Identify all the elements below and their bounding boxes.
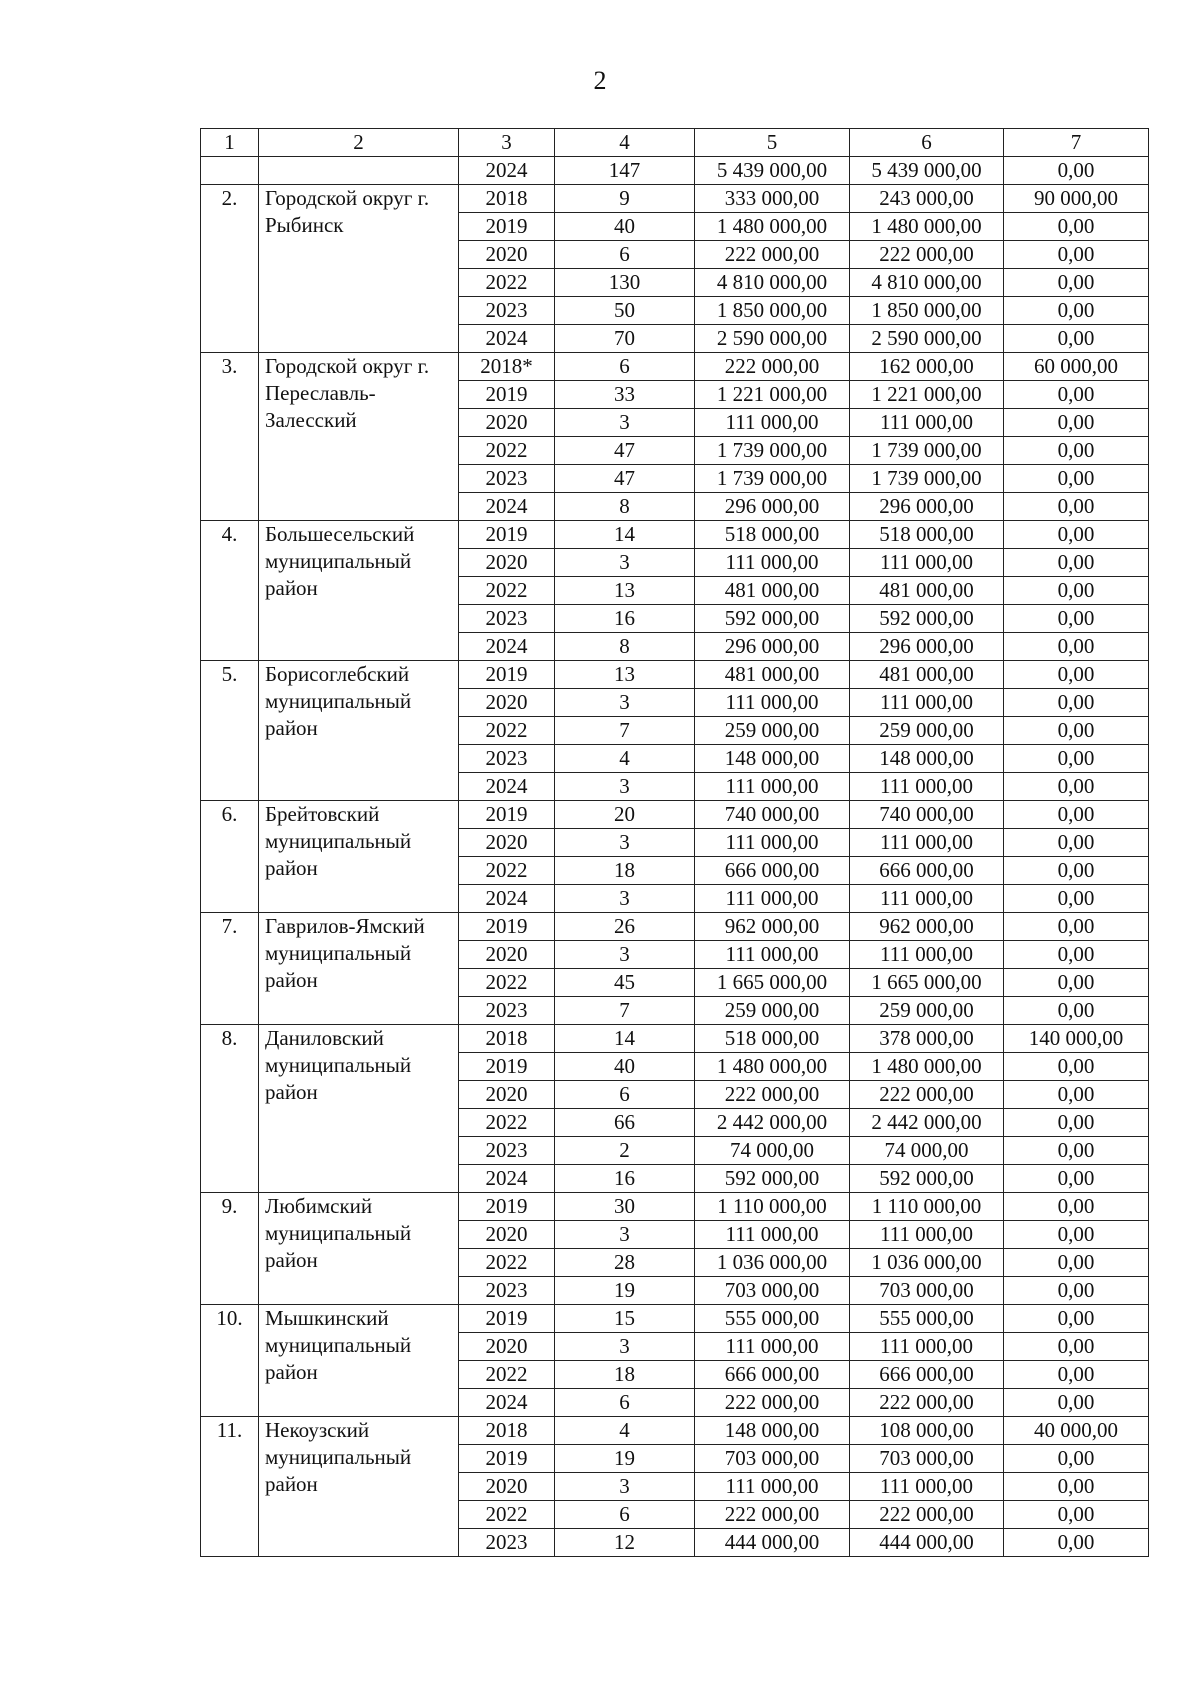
table-row xyxy=(201,801,1149,829)
other-amount-cell: 90 000,00 xyxy=(1004,185,1149,213)
year-cell: 2020 xyxy=(459,409,555,437)
count-cell: 16 xyxy=(555,605,695,633)
count-cell: 2 xyxy=(555,1137,695,1165)
year-cell: 2019 xyxy=(459,381,555,409)
year-cell: 2019 xyxy=(459,661,555,689)
regional-amount-cell: 592 000,00 xyxy=(850,605,1004,633)
year-cell: 2020 xyxy=(459,689,555,717)
year-cell: 2024 xyxy=(459,1389,555,1417)
row-number-cell: 6. xyxy=(201,801,259,913)
count-cell: 130 xyxy=(555,269,695,297)
count-cell: 8 xyxy=(555,493,695,521)
count-cell: 6 xyxy=(555,1389,695,1417)
other-amount-cell: 0,00 xyxy=(1004,1053,1149,1081)
total-amount-cell: 222 000,00 xyxy=(695,353,850,381)
year-cell: 2018 xyxy=(459,1417,555,1445)
count-cell: 66 xyxy=(555,1109,695,1137)
year-cell: 2024 xyxy=(459,325,555,353)
row-number-cell: 11. xyxy=(201,1417,259,1557)
count-cell: 15 xyxy=(555,1305,695,1333)
table-body xyxy=(201,157,1149,1557)
regional-amount-cell: 5 439 000,00 xyxy=(850,157,1004,185)
count-cell: 7 xyxy=(555,997,695,1025)
regional-amount-cell: 1 480 000,00 xyxy=(850,213,1004,241)
total-amount-cell: 592 000,00 xyxy=(695,605,850,633)
count-cell: 6 xyxy=(555,1081,695,1109)
municipality-name-cell xyxy=(259,157,459,185)
count-cell: 3 xyxy=(555,1473,695,1501)
municipality-name-cell: Гаврилов-Ямский муниципальный район xyxy=(259,913,459,1025)
regional-amount-cell: 222 000,00 xyxy=(850,1501,1004,1529)
year-cell: 2019 xyxy=(459,913,555,941)
regional-amount-cell: 259 000,00 xyxy=(850,717,1004,745)
other-amount-cell: 0,00 xyxy=(1004,157,1149,185)
count-cell: 6 xyxy=(555,1501,695,1529)
page-number: 2 xyxy=(593,66,607,95)
regional-amount-cell: 222 000,00 xyxy=(850,241,1004,269)
count-cell: 33 xyxy=(555,381,695,409)
year-cell: 2022 xyxy=(459,437,555,465)
count-cell: 9 xyxy=(555,185,695,213)
year-cell: 2022 xyxy=(459,857,555,885)
other-amount-cell: 0,00 xyxy=(1004,1501,1149,1529)
municipality-name-cell: Городской округ г. Переславль-Залесский xyxy=(259,353,459,521)
row-number-cell: 4. xyxy=(201,521,259,661)
total-amount-cell: 1 850 000,00 xyxy=(695,297,850,325)
total-amount-cell: 5 439 000,00 xyxy=(695,157,850,185)
count-cell: 18 xyxy=(555,857,695,885)
year-cell: 2022 xyxy=(459,1501,555,1529)
regional-amount-cell: 1 110 000,00 xyxy=(850,1193,1004,1221)
other-amount-cell: 0,00 xyxy=(1004,661,1149,689)
year-cell: 2019 xyxy=(459,1053,555,1081)
other-amount-cell: 0,00 xyxy=(1004,1137,1149,1165)
count-cell: 19 xyxy=(555,1277,695,1305)
table-row xyxy=(201,913,1149,941)
other-amount-cell: 0,00 xyxy=(1004,1193,1149,1221)
municipality-name-cell: Мышкинский муниципальный район xyxy=(259,1305,459,1417)
total-amount-cell: 1 221 000,00 xyxy=(695,381,850,409)
row-number-cell: 7. xyxy=(201,913,259,1025)
count-cell: 6 xyxy=(555,241,695,269)
other-amount-cell: 0,00 xyxy=(1004,1333,1149,1361)
municipality-name-cell: Городской округ г. Рыбинск xyxy=(259,185,459,353)
other-amount-cell: 0,00 xyxy=(1004,1081,1149,1109)
other-amount-cell: 0,00 xyxy=(1004,381,1149,409)
total-amount-cell: 259 000,00 xyxy=(695,717,850,745)
municipality-name-cell: Брейтовский муниципальный район xyxy=(259,801,459,913)
other-amount-cell: 0,00 xyxy=(1004,269,1149,297)
regional-amount-cell: 111 000,00 xyxy=(850,549,1004,577)
total-amount-cell: 1 110 000,00 xyxy=(695,1193,850,1221)
total-amount-cell: 148 000,00 xyxy=(695,1417,850,1445)
total-amount-cell: 111 000,00 xyxy=(695,1221,850,1249)
regional-amount-cell: 111 000,00 xyxy=(850,1333,1004,1361)
count-cell: 4 xyxy=(555,1417,695,1445)
count-cell: 26 xyxy=(555,913,695,941)
table-row xyxy=(201,1305,1149,1333)
count-cell: 3 xyxy=(555,409,695,437)
other-amount-cell: 0,00 xyxy=(1004,409,1149,437)
count-cell: 7 xyxy=(555,717,695,745)
year-cell: 2023 xyxy=(459,1137,555,1165)
year-cell: 2023 xyxy=(459,1529,555,1557)
regional-amount-cell: 666 000,00 xyxy=(850,857,1004,885)
count-cell: 147 xyxy=(555,157,695,185)
year-cell: 2023 xyxy=(459,1277,555,1305)
row-number-cell: 10. xyxy=(201,1305,259,1417)
count-cell: 3 xyxy=(555,1221,695,1249)
count-cell: 70 xyxy=(555,325,695,353)
count-cell: 14 xyxy=(555,1025,695,1053)
subsidy-table xyxy=(200,128,1149,1557)
regional-amount-cell: 2 590 000,00 xyxy=(850,325,1004,353)
count-cell: 40 xyxy=(555,213,695,241)
table-row xyxy=(201,353,1149,381)
row-number-cell: 3. xyxy=(201,353,259,521)
count-cell: 47 xyxy=(555,437,695,465)
total-amount-cell: 1 739 000,00 xyxy=(695,437,850,465)
other-amount-cell: 0,00 xyxy=(1004,1389,1149,1417)
regional-amount-cell: 518 000,00 xyxy=(850,521,1004,549)
total-amount-cell: 111 000,00 xyxy=(695,689,850,717)
year-cell: 2023 xyxy=(459,465,555,493)
count-cell: 47 xyxy=(555,465,695,493)
year-cell: 2022 xyxy=(459,577,555,605)
total-amount-cell: 333 000,00 xyxy=(695,185,850,213)
other-amount-cell: 0,00 xyxy=(1004,801,1149,829)
municipality-name-cell: Борисоглебский муниципальный район xyxy=(259,661,459,801)
regional-amount-cell: 259 000,00 xyxy=(850,997,1004,1025)
regional-amount-cell: 555 000,00 xyxy=(850,1305,1004,1333)
total-amount-cell: 74 000,00 xyxy=(695,1137,850,1165)
year-cell: 2022 xyxy=(459,1361,555,1389)
other-amount-cell: 0,00 xyxy=(1004,1165,1149,1193)
regional-amount-cell: 111 000,00 xyxy=(850,829,1004,857)
year-cell: 2022 xyxy=(459,717,555,745)
total-amount-cell: 2 442 000,00 xyxy=(695,1109,850,1137)
row-number-cell: 9. xyxy=(201,1193,259,1305)
other-amount-cell: 0,00 xyxy=(1004,773,1149,801)
regional-amount-cell: 592 000,00 xyxy=(850,1165,1004,1193)
other-amount-cell: 140 000,00 xyxy=(1004,1025,1149,1053)
year-cell: 2023 xyxy=(459,297,555,325)
total-amount-cell: 555 000,00 xyxy=(695,1305,850,1333)
year-cell: 2019 xyxy=(459,213,555,241)
regional-amount-cell: 1 739 000,00 xyxy=(850,437,1004,465)
other-amount-cell: 0,00 xyxy=(1004,885,1149,913)
regional-amount-cell: 481 000,00 xyxy=(850,577,1004,605)
regional-amount-cell: 2 442 000,00 xyxy=(850,1109,1004,1137)
year-cell: 2019 xyxy=(459,1193,555,1221)
year-cell: 2024 xyxy=(459,885,555,913)
year-cell: 2022 xyxy=(459,269,555,297)
year-cell: 2020 xyxy=(459,241,555,269)
count-cell: 13 xyxy=(555,661,695,689)
other-amount-cell: 0,00 xyxy=(1004,1473,1149,1501)
row-number-cell: 5. xyxy=(201,661,259,801)
column-header: 5 xyxy=(695,129,850,157)
regional-amount-cell: 111 000,00 xyxy=(850,689,1004,717)
other-amount-cell: 0,00 xyxy=(1004,1445,1149,1473)
total-amount-cell: 666 000,00 xyxy=(695,1361,850,1389)
other-amount-cell: 0,00 xyxy=(1004,605,1149,633)
year-cell: 2024 xyxy=(459,493,555,521)
total-amount-cell: 481 000,00 xyxy=(695,661,850,689)
total-amount-cell: 444 000,00 xyxy=(695,1529,850,1557)
count-cell: 19 xyxy=(555,1445,695,1473)
regional-amount-cell: 4 810 000,00 xyxy=(850,269,1004,297)
year-cell: 2024 xyxy=(459,633,555,661)
other-amount-cell: 0,00 xyxy=(1004,941,1149,969)
count-cell: 3 xyxy=(555,1333,695,1361)
row-number-cell: 8. xyxy=(201,1025,259,1193)
regional-amount-cell: 111 000,00 xyxy=(850,773,1004,801)
year-cell: 2019 xyxy=(459,801,555,829)
total-amount-cell: 222 000,00 xyxy=(695,1389,850,1417)
year-cell: 2024 xyxy=(459,1165,555,1193)
year-cell: 2023 xyxy=(459,745,555,773)
regional-amount-cell: 481 000,00 xyxy=(850,661,1004,689)
year-cell: 2019 xyxy=(459,1445,555,1473)
column-header: 1 xyxy=(201,129,259,157)
other-amount-cell: 0,00 xyxy=(1004,213,1149,241)
year-cell: 2018* xyxy=(459,353,555,381)
other-amount-cell: 0,00 xyxy=(1004,577,1149,605)
year-cell: 2020 xyxy=(459,549,555,577)
municipality-name-cell: Даниловский муниципальный район xyxy=(259,1025,459,1193)
regional-amount-cell: 296 000,00 xyxy=(850,633,1004,661)
regional-amount-cell: 108 000,00 xyxy=(850,1417,1004,1445)
year-cell: 2020 xyxy=(459,1081,555,1109)
total-amount-cell: 111 000,00 xyxy=(695,1333,850,1361)
other-amount-cell: 0,00 xyxy=(1004,1529,1149,1557)
total-amount-cell: 111 000,00 xyxy=(695,885,850,913)
count-cell: 16 xyxy=(555,1165,695,1193)
year-cell: 2020 xyxy=(459,1473,555,1501)
other-amount-cell: 60 000,00 xyxy=(1004,353,1149,381)
other-amount-cell: 0,00 xyxy=(1004,297,1149,325)
total-amount-cell: 2 590 000,00 xyxy=(695,325,850,353)
column-header: 2 xyxy=(259,129,459,157)
regional-amount-cell: 666 000,00 xyxy=(850,1361,1004,1389)
regional-amount-cell: 162 000,00 xyxy=(850,353,1004,381)
table-row xyxy=(201,521,1149,549)
column-header: 3 xyxy=(459,129,555,157)
regional-amount-cell: 1 221 000,00 xyxy=(850,381,1004,409)
regional-amount-cell: 222 000,00 xyxy=(850,1081,1004,1109)
total-amount-cell: 481 000,00 xyxy=(695,577,850,605)
count-cell: 28 xyxy=(555,1249,695,1277)
other-amount-cell: 0,00 xyxy=(1004,717,1149,745)
regional-amount-cell: 111 000,00 xyxy=(850,1221,1004,1249)
year-cell: 2020 xyxy=(459,829,555,857)
municipality-name-cell: Некоузский муниципальный район xyxy=(259,1417,459,1557)
year-cell: 2019 xyxy=(459,1305,555,1333)
regional-amount-cell: 111 000,00 xyxy=(850,941,1004,969)
regional-amount-cell: 111 000,00 xyxy=(850,885,1004,913)
total-amount-cell: 1 480 000,00 xyxy=(695,213,850,241)
total-amount-cell: 222 000,00 xyxy=(695,1081,850,1109)
regional-amount-cell: 222 000,00 xyxy=(850,1389,1004,1417)
other-amount-cell: 0,00 xyxy=(1004,493,1149,521)
year-cell: 2024 xyxy=(459,157,555,185)
total-amount-cell: 518 000,00 xyxy=(695,521,850,549)
other-amount-cell: 0,00 xyxy=(1004,997,1149,1025)
count-cell: 3 xyxy=(555,941,695,969)
regional-amount-cell: 74 000,00 xyxy=(850,1137,1004,1165)
municipality-name-cell: Любимский муниципальный район xyxy=(259,1193,459,1305)
count-cell: 3 xyxy=(555,689,695,717)
regional-amount-cell: 378 000,00 xyxy=(850,1025,1004,1053)
regional-amount-cell: 296 000,00 xyxy=(850,493,1004,521)
total-amount-cell: 518 000,00 xyxy=(695,1025,850,1053)
total-amount-cell: 259 000,00 xyxy=(695,997,850,1025)
other-amount-cell: 0,00 xyxy=(1004,437,1149,465)
count-cell: 45 xyxy=(555,969,695,997)
year-cell: 2019 xyxy=(459,521,555,549)
year-cell: 2024 xyxy=(459,773,555,801)
regional-amount-cell: 1 665 000,00 xyxy=(850,969,1004,997)
column-header: 6 xyxy=(850,129,1004,157)
count-cell: 6 xyxy=(555,353,695,381)
other-amount-cell: 40 000,00 xyxy=(1004,1417,1149,1445)
municipality-name-cell: Большесельский муниципальный район xyxy=(259,521,459,661)
total-amount-cell: 296 000,00 xyxy=(695,633,850,661)
year-cell: 2022 xyxy=(459,969,555,997)
total-amount-cell: 1 036 000,00 xyxy=(695,1249,850,1277)
table-row xyxy=(201,1025,1149,1053)
total-amount-cell: 703 000,00 xyxy=(695,1445,850,1473)
year-cell: 2020 xyxy=(459,941,555,969)
regional-amount-cell: 1 739 000,00 xyxy=(850,465,1004,493)
count-cell: 4 xyxy=(555,745,695,773)
regional-amount-cell: 111 000,00 xyxy=(850,409,1004,437)
regional-amount-cell: 1 850 000,00 xyxy=(850,297,1004,325)
other-amount-cell: 0,00 xyxy=(1004,1305,1149,1333)
total-amount-cell: 111 000,00 xyxy=(695,1473,850,1501)
other-amount-cell: 0,00 xyxy=(1004,633,1149,661)
regional-amount-cell: 740 000,00 xyxy=(850,801,1004,829)
count-cell: 20 xyxy=(555,801,695,829)
other-amount-cell: 0,00 xyxy=(1004,969,1149,997)
year-cell: 2022 xyxy=(459,1109,555,1137)
other-amount-cell: 0,00 xyxy=(1004,465,1149,493)
table-row xyxy=(201,157,1149,185)
count-cell: 12 xyxy=(555,1529,695,1557)
other-amount-cell: 0,00 xyxy=(1004,1249,1149,1277)
count-cell: 30 xyxy=(555,1193,695,1221)
total-amount-cell: 111 000,00 xyxy=(695,409,850,437)
year-cell: 2020 xyxy=(459,1221,555,1249)
total-amount-cell: 296 000,00 xyxy=(695,493,850,521)
count-cell: 3 xyxy=(555,549,695,577)
other-amount-cell: 0,00 xyxy=(1004,745,1149,773)
total-amount-cell: 740 000,00 xyxy=(695,801,850,829)
count-cell: 50 xyxy=(555,297,695,325)
column-number-row xyxy=(201,129,1149,157)
count-cell: 40 xyxy=(555,1053,695,1081)
total-amount-cell: 962 000,00 xyxy=(695,913,850,941)
total-amount-cell: 1 665 000,00 xyxy=(695,969,850,997)
regional-amount-cell: 148 000,00 xyxy=(850,745,1004,773)
column-header: 4 xyxy=(555,129,695,157)
count-cell: 3 xyxy=(555,885,695,913)
year-cell: 2023 xyxy=(459,605,555,633)
count-cell: 18 xyxy=(555,1361,695,1389)
other-amount-cell: 0,00 xyxy=(1004,829,1149,857)
regional-amount-cell: 703 000,00 xyxy=(850,1445,1004,1473)
other-amount-cell: 0,00 xyxy=(1004,241,1149,269)
other-amount-cell: 0,00 xyxy=(1004,1109,1149,1137)
regional-amount-cell: 444 000,00 xyxy=(850,1529,1004,1557)
count-cell: 14 xyxy=(555,521,695,549)
table-row xyxy=(201,185,1149,213)
year-cell: 2023 xyxy=(459,997,555,1025)
year-cell: 2020 xyxy=(459,1333,555,1361)
count-cell: 3 xyxy=(555,829,695,857)
total-amount-cell: 1 739 000,00 xyxy=(695,465,850,493)
other-amount-cell: 0,00 xyxy=(1004,913,1149,941)
column-header: 7 xyxy=(1004,129,1149,157)
total-amount-cell: 1 480 000,00 xyxy=(695,1053,850,1081)
regional-amount-cell: 1 036 000,00 xyxy=(850,1249,1004,1277)
count-cell: 3 xyxy=(555,773,695,801)
count-cell: 8 xyxy=(555,633,695,661)
other-amount-cell: 0,00 xyxy=(1004,521,1149,549)
other-amount-cell: 0,00 xyxy=(1004,549,1149,577)
total-amount-cell: 222 000,00 xyxy=(695,1501,850,1529)
year-cell: 2022 xyxy=(459,1249,555,1277)
other-amount-cell: 0,00 xyxy=(1004,857,1149,885)
total-amount-cell: 703 000,00 xyxy=(695,1277,850,1305)
total-amount-cell: 148 000,00 xyxy=(695,745,850,773)
total-amount-cell: 111 000,00 xyxy=(695,941,850,969)
count-cell: 13 xyxy=(555,577,695,605)
other-amount-cell: 0,00 xyxy=(1004,1221,1149,1249)
other-amount-cell: 0,00 xyxy=(1004,689,1149,717)
total-amount-cell: 666 000,00 xyxy=(695,857,850,885)
other-amount-cell: 0,00 xyxy=(1004,325,1149,353)
other-amount-cell: 0,00 xyxy=(1004,1361,1149,1389)
row-number-cell xyxy=(201,157,259,185)
regional-amount-cell: 1 480 000,00 xyxy=(850,1053,1004,1081)
regional-amount-cell: 703 000,00 xyxy=(850,1277,1004,1305)
year-cell: 2018 xyxy=(459,1025,555,1053)
total-amount-cell: 111 000,00 xyxy=(695,829,850,857)
table-row xyxy=(201,661,1149,689)
regional-amount-cell: 962 000,00 xyxy=(850,913,1004,941)
regional-amount-cell: 111 000,00 xyxy=(850,1473,1004,1501)
year-cell: 2018 xyxy=(459,185,555,213)
row-number-cell: 2. xyxy=(201,185,259,353)
total-amount-cell: 222 000,00 xyxy=(695,241,850,269)
total-amount-cell: 4 810 000,00 xyxy=(695,269,850,297)
total-amount-cell: 111 000,00 xyxy=(695,549,850,577)
total-amount-cell: 592 000,00 xyxy=(695,1165,850,1193)
table-row xyxy=(201,1193,1149,1221)
total-amount-cell: 111 000,00 xyxy=(695,773,850,801)
table-row xyxy=(201,1417,1149,1445)
other-amount-cell: 0,00 xyxy=(1004,1277,1149,1305)
regional-amount-cell: 243 000,00 xyxy=(850,185,1004,213)
